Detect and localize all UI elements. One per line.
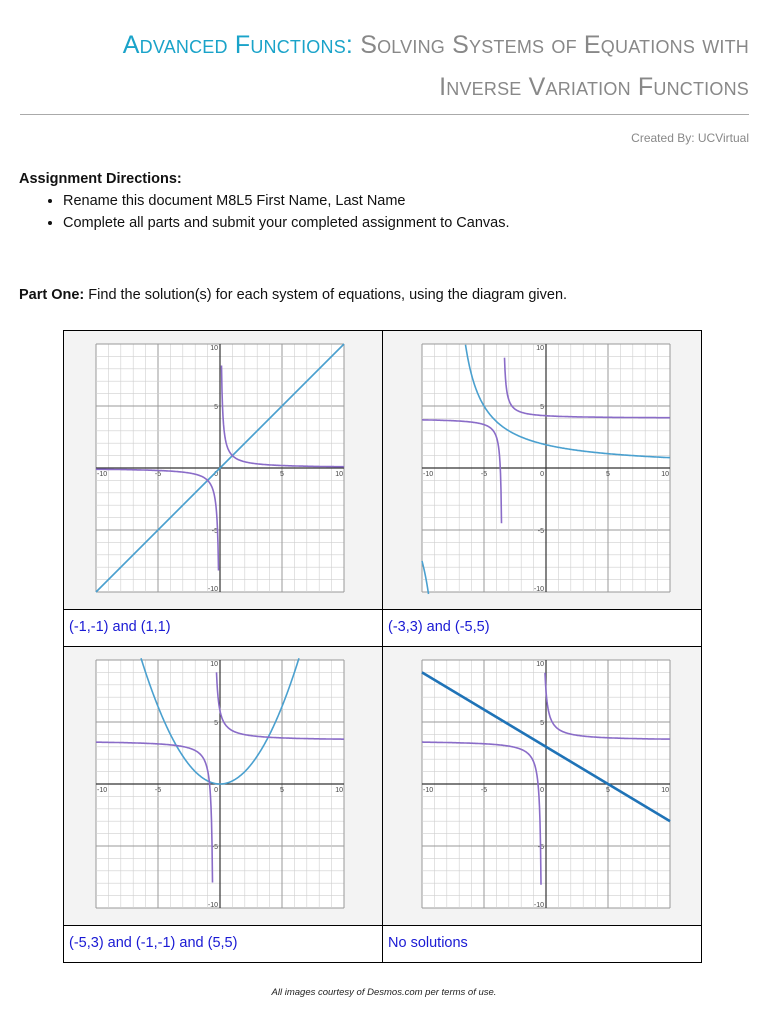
tick-label-y-neg10: -10: [533, 902, 544, 909]
tick-label-x-neg5: -5: [480, 471, 488, 478]
tick-label-y-pos10: 10: [536, 661, 544, 668]
tick-label-x-neg10: -10: [97, 787, 108, 794]
tick-label-y-neg10: -10: [207, 586, 218, 593]
tick-label-x-neg10: -10: [97, 471, 108, 478]
tick-label-y-pos5: 5: [214, 404, 218, 411]
directions-item-rename: • Rename this document M8L5 First Name, Last Name: [63, 193, 510, 209]
header-divider: [20, 114, 749, 115]
title-topic-line2: Inverse Variation Functions: [439, 73, 749, 101]
tick-label-x-neg10: -10: [423, 787, 434, 794]
assignment-directions: [19, 171, 510, 237]
tick-label-y-neg5: -5: [211, 528, 218, 535]
tick-label-x-pos5: 5: [280, 787, 284, 794]
graph-cell-3: [64, 647, 383, 926]
directions-list: [19, 193, 510, 231]
graph-cell-4: [383, 647, 702, 926]
title-topic: Solving Systems of Equations with: [360, 31, 749, 59]
tick-label-y-pos5: 5: [214, 720, 218, 727]
tick-label-origin: 0: [540, 471, 544, 478]
tick-label-x-neg5: -5: [480, 787, 488, 794]
tick-label-origin: 0: [540, 787, 544, 794]
part-one-label: Part One:: [19, 287, 85, 303]
image-credit: All images courtesy of Desmos.com per terms of use.: [271, 987, 497, 998]
tick-label-origin: 0: [214, 471, 218, 478]
tick-label-y-neg5: -5: [537, 844, 544, 851]
tick-label-y-pos5: 5: [540, 404, 544, 411]
tick-label-x-pos10: 10: [335, 471, 343, 478]
tick-label-origin: 0: [214, 787, 218, 794]
graph-cell-1: [64, 331, 383, 610]
answer-1[interactable]: (-1,-1) and (1,1): [69, 619, 171, 635]
graph-cell-2: [383, 331, 702, 610]
tick-label-x-neg5: -5: [154, 471, 162, 478]
graph-3: [64, 647, 375, 925]
document-title: [123, 24, 749, 108]
title-course: Advanced Functions:: [122, 31, 354, 59]
tick-label-x-pos10: 10: [661, 471, 669, 478]
tick-label-y-neg10: -10: [207, 902, 218, 909]
graph-1: [64, 331, 375, 609]
answer-cell-3: [64, 926, 383, 963]
tick-label-x-pos5: 5: [280, 471, 284, 478]
graph-table: [63, 330, 702, 963]
part-one-prompt: [19, 287, 567, 303]
answer-3[interactable]: (-5,3) and (-1,-1) and (5,5): [69, 935, 238, 951]
tick-label-y-neg5: -5: [537, 528, 544, 535]
tick-label-x-pos5: 5: [606, 787, 610, 794]
tick-label-y-pos5: 5: [540, 720, 544, 727]
graph-2: [383, 331, 709, 609]
created-by: Created By: UCVirtual: [631, 131, 749, 145]
tick-label-y-neg10: -10: [533, 586, 544, 593]
tick-label-y-pos10: 10: [210, 661, 218, 668]
tick-label-x-pos10: 10: [335, 787, 343, 794]
tick-label-x-pos5: 5: [606, 471, 610, 478]
tick-label-y-neg5: -5: [211, 844, 218, 851]
tick-label-x-neg5: -5: [154, 787, 162, 794]
tick-label-x-neg10: -10: [423, 471, 434, 478]
answer-cell-1: [64, 610, 383, 647]
answer-cell-2: [383, 610, 702, 647]
directions-heading: Assignment Directions:: [19, 171, 182, 187]
directions-item-submit: • Complete all parts and submit your completed assignment to Canvas.: [63, 215, 510, 231]
tick-label-x-pos10: 10: [661, 787, 669, 794]
answer-cell-4: [383, 926, 702, 963]
answer-2[interactable]: (-3,3) and (-5,5): [388, 619, 490, 635]
answer-4[interactable]: No solutions: [388, 935, 468, 951]
tick-label-y-pos10: 10: [210, 345, 218, 352]
part-one-text: Find the solution(s) for each system of equations, using the diagram given.: [88, 287, 568, 303]
graph-4: [383, 647, 709, 925]
tick-label-y-pos10: 10: [536, 345, 544, 352]
